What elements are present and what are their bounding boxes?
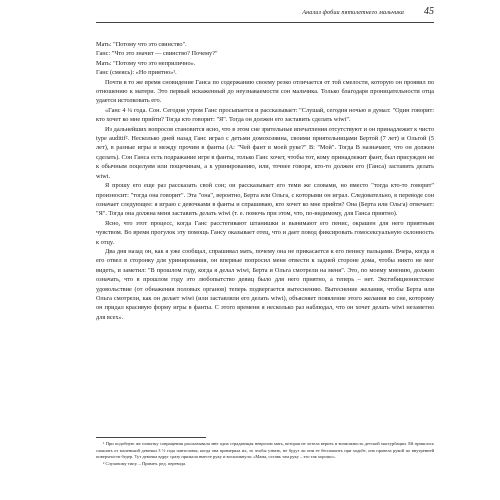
footnotes [96,441,434,468]
paragraph: Ганс (смеясь): «Но приятно»¹. [96,69,177,77]
footnote-divider [96,437,206,438]
paragraph: Я прошу его еще раз рассказать свой сон; он рассказывает его теми же словами, но вместо "тогда кто-то говорит" произносит: "тогда она говорит". Эта "она", вероятно, Берта или Ольга, с которыми он играл. Следовательно, в переводе сон означает следующее: я играю с девочками в фанты и спрашиваю, кто хочет ко мне прийти? Она (Берта или Ольга) отвечает: "Я". Тогда она должна меня заставить делать wiwi (т. е. помочь при этом, что, по-видимому, для Ганса приятно). [96,182,434,218]
paragraph: Мать: "Потому что это неприлично». [96,59,196,67]
paragraph: Почти в то же время сновидение Ганса по содержанию своему резко отличается от той смелости, которую он проявил по отношению к матери. Это первый искаженный до неузнаваемости сон мальчика. Только благодаря проницательности отца удается истолковать его. [96,78,434,105]
paragraph: Ясно, что этот процесс, когда Ганс расстегивают штанишки и вынимают его пенис, окрашен для него приятным чувством. Во время прогулок эту помощь Гансу оказывает отец, что и дает повод фиксировать гомосексуальную склонность к отцу. [96,219,434,246]
page-number: 45 [424,6,434,17]
paragraph: Из дальнейших вопросов становится ясно, что в этом сне зрительные впечатления отсутствуют и он принадлежит к чисто type auditif². Несколько дней назад Ганс играл с детьми домохозяина, своими приятельницами Бертой (7 лет) и Ольгой (5 лет), в разные игры и между прочим в фанты (А: "Чей фант в моей руке?" В: "Мой". Тогда В назначают, что он должен сделать). Сон Ганса есть подражание игре в фанты, только Ганс хочет, чтобы тот, кому принадлежит фант, был присужден не к обычным поцелуям или пощечинам, а к уринированию, или, точнее говоря, кто-то должен его (Ганса) заставить делать wiwi. [96,125,434,180]
footnote [96,441,434,461]
paragraph: «Ганс 4 ¼ года. Сон. Сегодня утром Ганс просыпается и рассказывает: "Слушай, сегодня ночью я думал: "Один говорит: кто хочет ко мне прийти? Тогда кто говорит: "Я". Тогда он должен его заставить сделать wiwi". [96,106,434,124]
footnote-text: Слуховому типу. – Примеч. ред. перевода. [105,461,187,467]
paragraph: Мать: "Потому что это свинство". [96,41,187,48]
footnote-text: При подобную же попытку совращения рассказывала мне одна страдающая неврозом мать, которая не хотела верить в возможность детской мастурбации. Ей пришлось слышать от маленькой девочки 3 ½ года пантолоны; когда она примеряла их, то чтобы узнать, не будут ли они ее беспокоить при ходьбе, она провела рукой по внутренней поверхности бедер. Тут девочка вдруг сразу прижала вместе руку и воскликнула: «Мама, оставь там руку – это так хорошо». [96,441,434,460]
footnote [96,461,434,468]
footnote-marker: ² [103,461,105,467]
body-text [96,40,434,322]
running-header [96,8,434,23]
paragraph: Ганс: "Что это значит — свинство? Почему?" [96,50,218,58]
running-title: Анализ фобии пятилетнего мальчика [302,9,404,16]
paragraph: Два дня назад он, как я уже сообщал, спрашивал мать, почему она не прикасается к его пенису пальцами. Вчера, когда я его отвел в сторонку для уринирования, он впервые попросил меня отвести к задней стороне дома, чтобы никто не мог видеть, и заметил: "В прошлом году, когда я делал wiwi, Берта и Ольга смотрели на меня". Это, по моему мнению, должно означать, что в прошлом году это любопытство девиц было для него приятно, а теперь – нет. Эксгибиционистское удовольствие (от обнажения половых органов) теперь подвергается вытеснению. Вытеснение желания, чтобы Берта или Ольга смотрели, как он делает wiwi (или заставляли его делать wiwi), объясняет появление этого желания во сне, которому он придал красивую форму игры в фанты. С этого времени я несколько раз наблюдал, что он хочет делать wiwi незаметно для всех». [96,247,434,321]
footnote-marker: ¹ [103,441,105,446]
